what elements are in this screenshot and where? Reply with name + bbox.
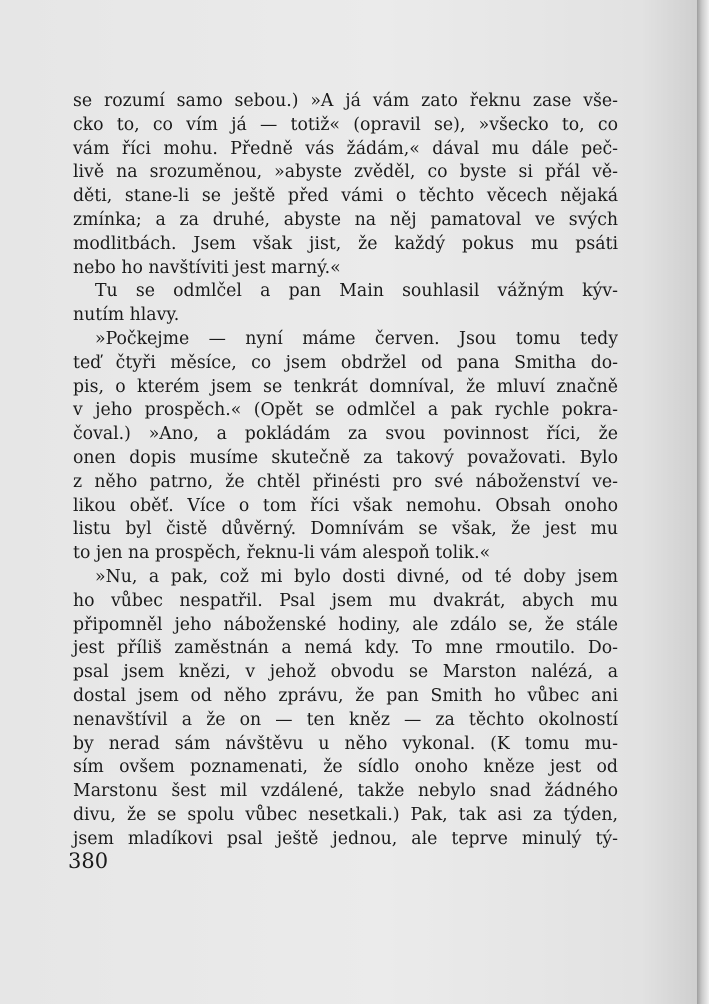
text-line: zmínka; a za druhé, abyste na něj pamatoval ve svých: [73, 209, 618, 230]
text-line: v jeho prospěch.« (Opět se odmlčel a pak rychle pokra-: [73, 400, 618, 421]
text-line: čoval.) »Ano, a pokládám za svou povinnost říci, že: [73, 424, 618, 445]
text-line: nebo ho navštíviti jest marný.«: [73, 257, 341, 278]
text-line: se rozumí samo sebou.) »A já vám zato řeknu zase vše-: [73, 91, 618, 111]
text-line: vám říci mohu. Předně vás žádám,« dával mu dále peč-: [73, 138, 618, 159]
text-line: připomněl jeho náboženské hodiny, ale zdálo se, že stále: [73, 614, 618, 635]
page-number: 380: [68, 849, 109, 873]
text-line: »Počkejme — nyní máme červen. Jsou tomu tedy: [95, 328, 618, 349]
text-line: »Nu, a pak, což mi bylo dosti divné, od té doby jsem: [95, 566, 618, 587]
text-line: jsem mladíkovi psal ještě jednou, ale teprve minulý tý-: [73, 828, 618, 849]
text-line: likou oběť. Více o tom říci však nemohu. Obsah onoho: [73, 495, 618, 516]
text-line: nutím hlavy.: [73, 305, 180, 326]
body-text: [73, 90, 618, 852]
text-line: sím ovšem poznamenati, že sídlo onoho kněze jest od: [73, 757, 618, 778]
text-line: Marstonu šest mil vzdálené, takže nebylo snad žádného: [73, 781, 618, 802]
text-line: modlitbách. Jsem však jist, že každý pokus mu psáti: [73, 233, 618, 254]
text-line: Tu se odmlčel a pan Main souhlasil vážným kýv-: [95, 281, 618, 302]
text-line: jest příliš zaměstnán a nemá kdy. To mne rmoutilo. Do-: [73, 638, 618, 659]
text-line: to jen na prospěch, řeknu-li vám alespoň tolik.«: [73, 543, 491, 564]
text-line: onen dopis musíme skutečně za takový považovati. Bylo: [73, 447, 618, 468]
text-line: nenavštívil a že on — ten kněz — za těchto okolností: [73, 709, 618, 730]
text-line: cko to, co vím já — totiž« (opravil se), »všecko to, co: [73, 114, 618, 135]
text-line: děti, stane-li se ještě před vámi o těchto věcech nějaká: [73, 186, 618, 207]
page-edge: [697, 0, 709, 1004]
text-line: z něho patrno, že chtěl přinésti pro své náboženství ve-: [73, 471, 618, 492]
text-line: listu byl čistě důvěrný. Domnívám se však, že jest mu: [73, 519, 618, 540]
text-line: livě na srozuměnou, »abyste zvěděl, co byste si přál vě-: [73, 162, 618, 183]
text-line: divu, že se spolu vůbec nesetkali.) Pak, tak asi za týden,: [73, 804, 618, 825]
text-line: teď čtyři měsíce, co jsem obdržel od pana Smitha do-: [73, 352, 618, 373]
text-line: by nerad sám návštěvu u něho vykonal. (K tomu mu-: [73, 733, 618, 754]
text-line: ho vůbec nespatřil. Psal jsem mu dvakrát, abych mu: [73, 590, 618, 611]
text-line: pis, o kterém jsem se tenkrát domníval, že mluví značně: [73, 376, 618, 397]
text-line: psal jsem knězi, v jehož obvodu se Marston nalézá, a: [73, 662, 618, 683]
text-line: dostal jsem od něho zprávu, že pan Smith ho vůbec ani: [73, 685, 618, 706]
